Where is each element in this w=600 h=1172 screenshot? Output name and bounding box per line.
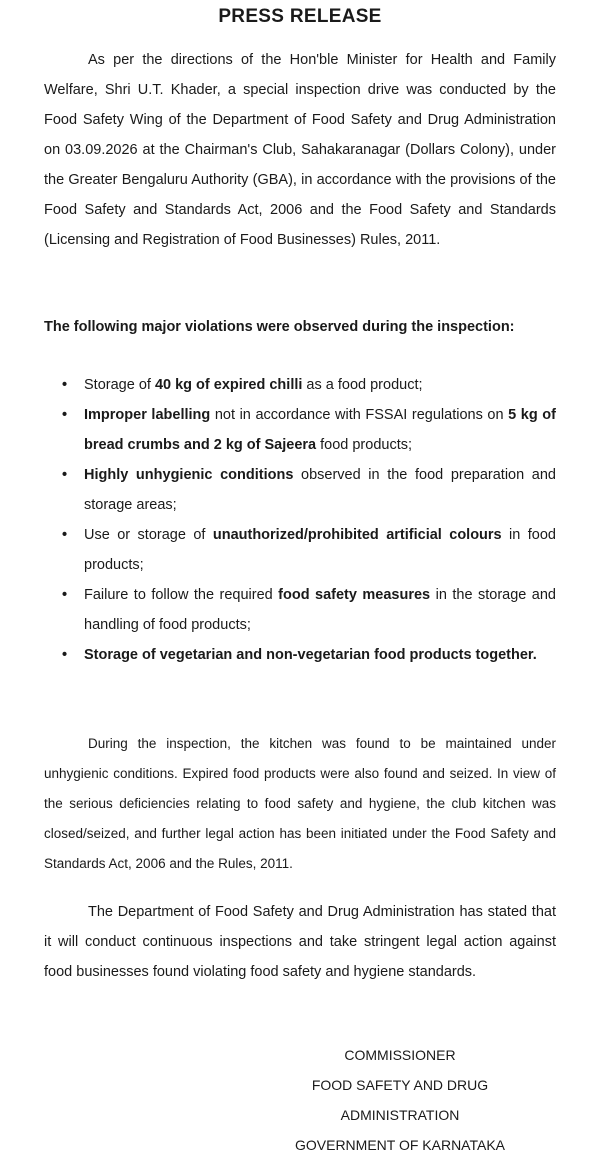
bullet-icon: • <box>62 407 68 423</box>
list-item: • Storage of 40 kg of expired chilli as a food product; <box>44 370 556 400</box>
department-statement-paragraph: The Department of Food Safety and Drug Administration has stated that it will conduct continuous inspections and take stringent legal action against food businesses found violating food safety and hygiene standards. <box>44 904 556 980</box>
violations-list <box>44 370 556 670</box>
violations-heading: The following major violations were observed during the inspection: <box>44 319 515 335</box>
department-statement-section <box>44 897 556 987</box>
intro-section <box>44 45 556 255</box>
inspection-findings-paragraph: During the inspection, the kitchen was found to be maintained under unhygienic conditions. Expired food products were also found and seized. In view of the serious deficiencies relating to food safety and hygiene, the club kitchen was closed/seized, and further legal action has been initiated under the Food Safety and Standards Act, 2006 and the Rules, 2011. <box>44 736 556 871</box>
list-item: • Improper labelling not in accordance with FSSAI regulations on 5 kg of bread crumbs and 2 kg of Sajeera food products; <box>44 400 556 460</box>
bullet-icon: • <box>62 527 68 543</box>
signature-title: COMMISSIONER <box>344 1047 456 1063</box>
page-title: PRESS RELEASE <box>218 6 382 27</box>
bullet-icon: • <box>62 467 68 483</box>
signature-dept-line1: FOOD SAFETY AND DRUG <box>311 1077 489 1093</box>
list-item: • Failure to follow the required food safety measures in the storage and handling of food products; <box>44 580 556 640</box>
inspection-findings-section <box>44 729 556 879</box>
bullet-icon: • <box>62 377 68 393</box>
list-item: • Highly unhygienic conditions observed in the food preparation and storage areas; <box>44 460 556 520</box>
list-item: • Use or storage of unauthorized/prohibited artificial colours in food products; <box>44 520 556 580</box>
list-item: • Storage of vegetarian and non-vegetarian food products together. <box>44 640 556 670</box>
signature-dept-line2: ADMINISTRATION <box>340 1107 460 1123</box>
intro-paragraph: As per the directions of the Hon'ble Minister for Health and Family Welfare, Shri U.T. Khader, a special inspection drive was conducted by the Food Safety Wing of the Department of Food Safety and Drug Administration on 03.09.2026 at the Chairman's Club, Sahakaranagar (Dollars Colony), under the Greater Bengaluru Authority (GBA), in accordance with the provisions of the Food Safety and Standards Act, 2006 and the Food Safety and Standards (Licensing and Registration of Food Businesses) Rules, 2011. <box>44 52 556 248</box>
signature-government: GOVERNMENT OF KARNATAKA <box>294 1137 506 1153</box>
bullet-icon: • <box>62 647 68 663</box>
signature-block <box>250 1040 550 1160</box>
bullet-icon: • <box>62 587 68 603</box>
